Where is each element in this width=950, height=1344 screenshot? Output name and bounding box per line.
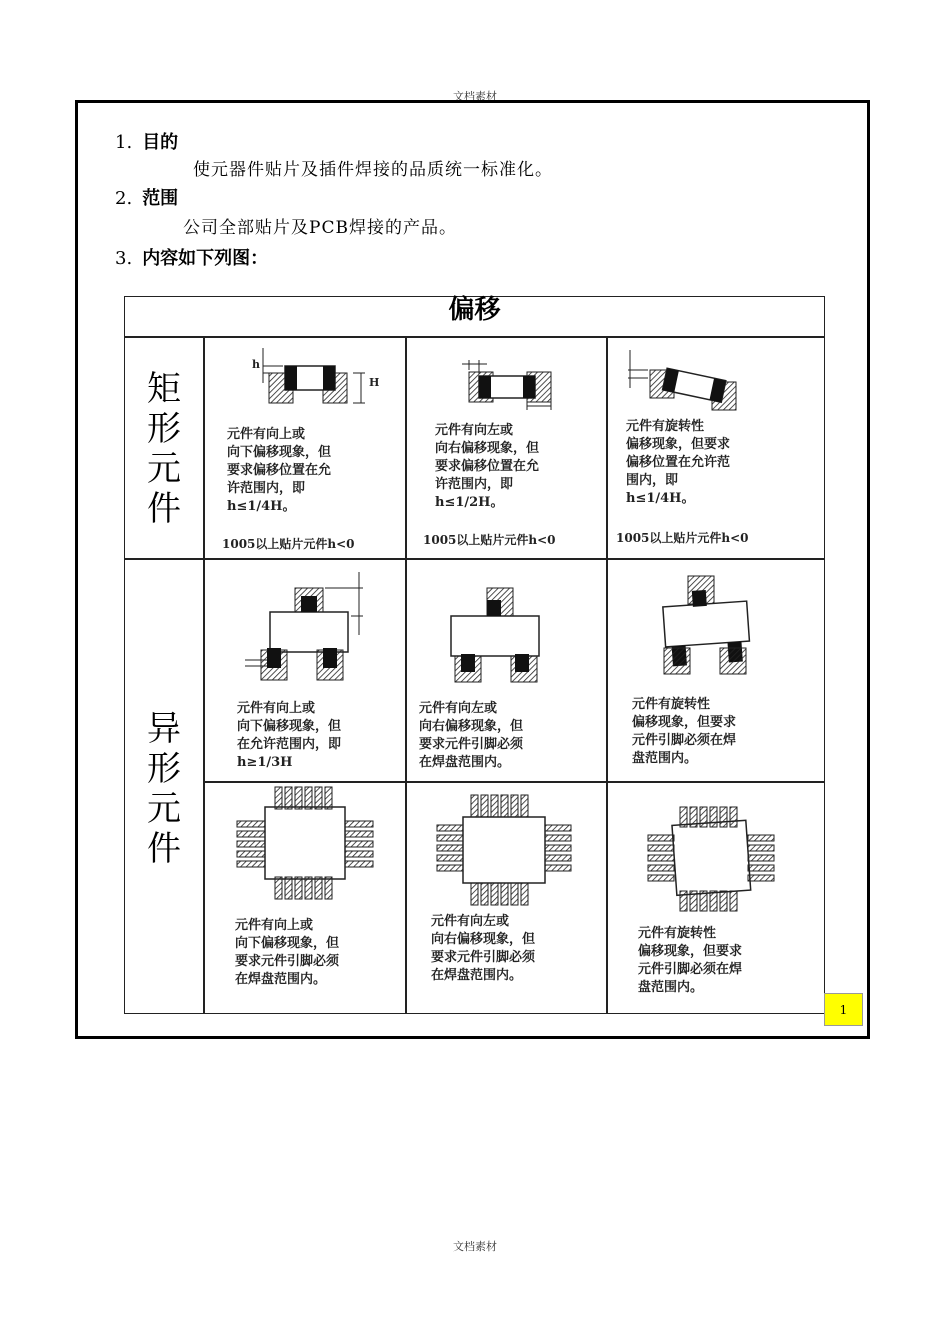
- cell-qfp-horizontal-offset: [407, 783, 606, 1013]
- cell-qfp-vertical-offset: [205, 783, 405, 1013]
- cell-sot-horizontal-offset: [407, 560, 606, 781]
- section-2-body: 公司全部贴片及PCB焊接的产品。: [183, 218, 457, 238]
- caption: 元件有向上或 向下偏移现象，但 要求偏移位置在允 许范围内，即 h≤1/4H。: [227, 427, 332, 514]
- caption: 元件有向左或 向右偏移现象，但 要求偏移位置在允 许范围内，即 h≤1/2H。: [435, 423, 540, 510]
- caption: 元件有向左或 向右偏移现象，但 要求元件引脚必须 在焊盘范围内。: [431, 914, 536, 983]
- cell-sot-rotation-offset: [608, 560, 825, 781]
- caption: 元件有向上或 向下偏移现象，但 要求元件引脚必须 在焊盘范围内。: [235, 918, 340, 987]
- note: 1005以上贴片元件h<0: [616, 531, 749, 545]
- dim-label-h: h: [252, 358, 260, 371]
- section-3-heading: 3. 内容如下列图：: [115, 248, 269, 269]
- qfp-vertical-offset-diagram: [205, 783, 405, 913]
- chip-horizontal-offset-diagram: [407, 338, 606, 428]
- note: 1005以上贴片元件h<0: [423, 533, 556, 547]
- page-footer: 文档素材: [453, 1240, 497, 1253]
- qfp-horizontal-offset-diagram: [407, 783, 606, 913]
- row-label-special-components: 异 形 元 件: [147, 709, 181, 869]
- section-2-heading: 2. 范围: [115, 188, 179, 209]
- cell-chip-horizontal-offset: [407, 338, 606, 558]
- dim-label-H: H: [369, 376, 380, 389]
- caption: 元件有旋转性 偏移现象，但要求 元件引脚必须在焊 盘范围内。: [638, 926, 743, 995]
- table-title: 偏移: [448, 295, 501, 325]
- sot-horizontal-offset-diagram: [407, 560, 606, 700]
- caption: 元件有旋转性 偏移现象，但要求 偏移位置在允许范 围内，即 h≤1/4H。: [626, 419, 731, 506]
- note: 1005以上贴片元件h<0: [222, 537, 355, 551]
- chip-rotation-offset-diagram: [608, 338, 825, 428]
- caption: 元件有向左或 向右偏移现象，但 要求元件引脚必须 在焊盘范围内。: [419, 701, 524, 770]
- page-number: 1: [824, 993, 863, 1026]
- cell-qfp-rotation-offset: [608, 783, 825, 1013]
- caption: 元件有向上或 向下偏移现象，但 在允许范围内，即 h≥1/3H: [237, 701, 342, 770]
- cell-chip-vertical-offset: [205, 338, 405, 558]
- qfp-rotation-offset-diagram: [608, 783, 825, 923]
- sot-rotation-offset-diagram: [608, 560, 825, 700]
- caption: 元件有旋转性 偏移现象，但要求 元件引脚必须在焊 盘范围内。: [632, 697, 737, 766]
- offset-table: [124, 296, 825, 1014]
- cell-chip-rotation-offset: [608, 338, 825, 558]
- row-label-rect-components: 矩 形 元 件: [147, 369, 181, 529]
- sot-vertical-offset-diagram: [205, 560, 405, 700]
- page-header: 文档素材: [453, 90, 497, 103]
- section-1-body: 使元器件贴片及插件焊接的品质统一标准化。: [193, 160, 553, 180]
- cell-sot-vertical-offset: [205, 560, 405, 781]
- section-1-heading: 1. 目的: [115, 132, 179, 153]
